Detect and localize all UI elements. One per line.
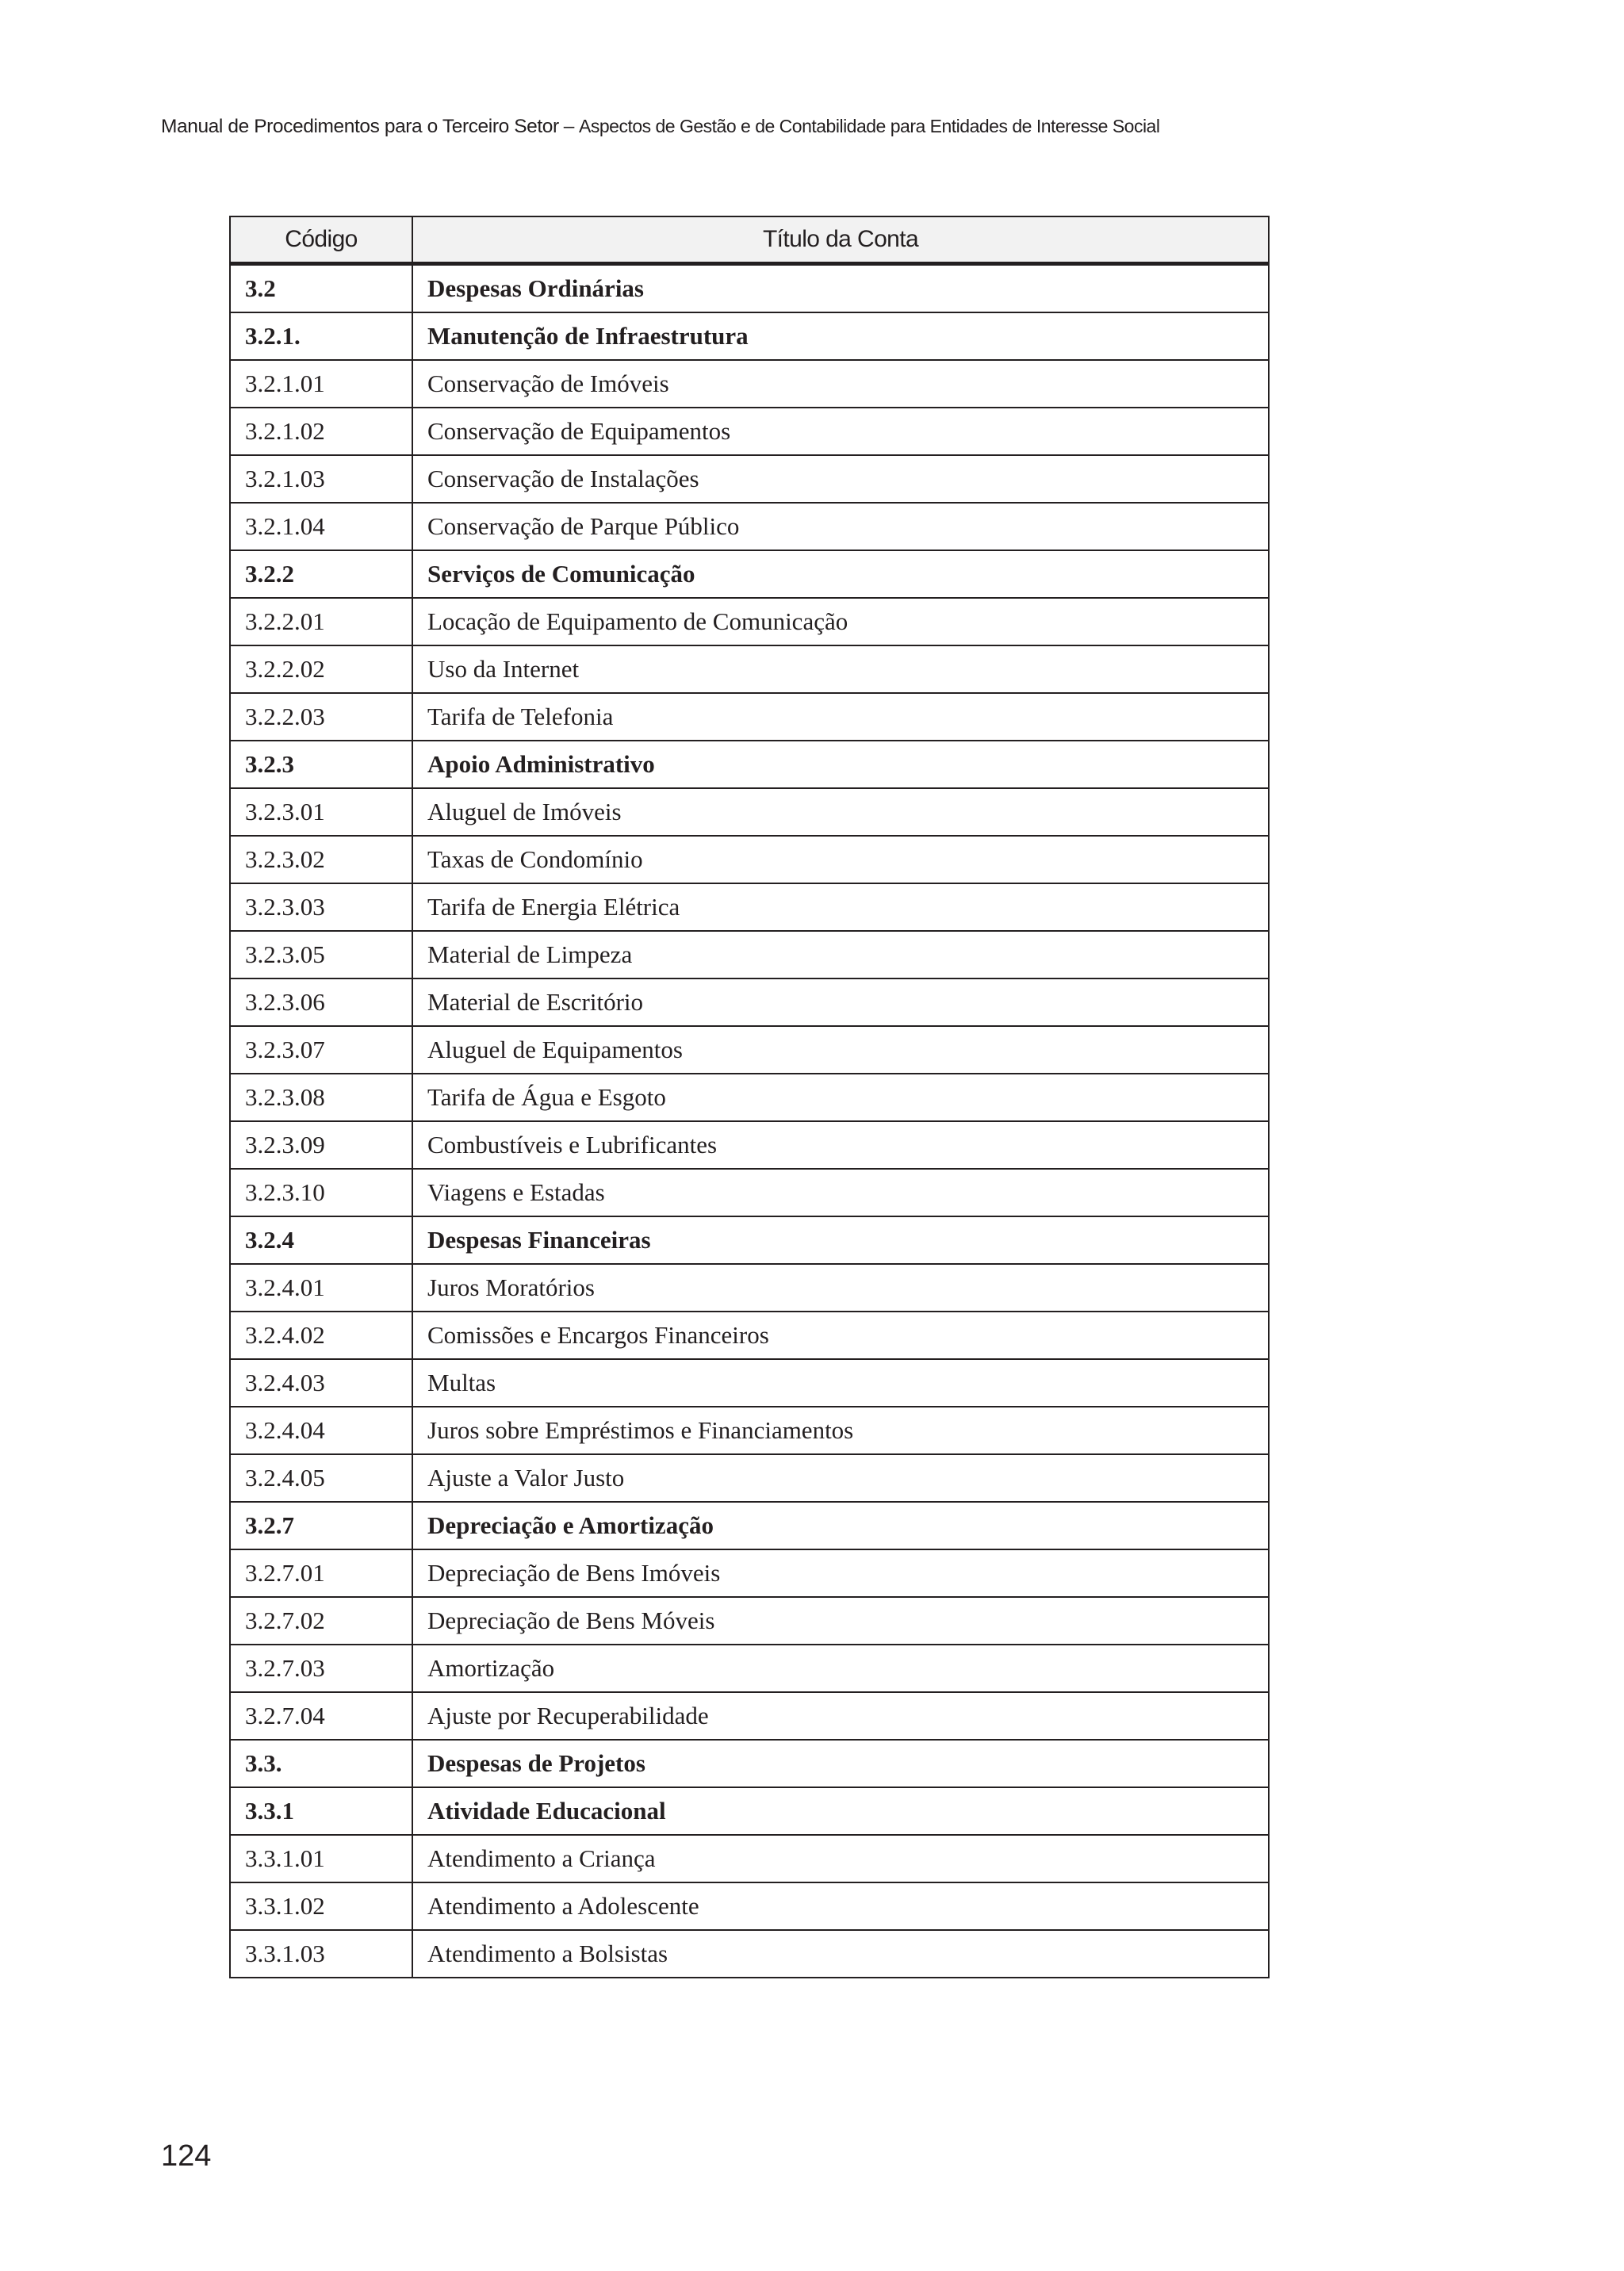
account-title-cell: Tarifa de Telefonia — [412, 693, 1269, 741]
account-code-cell: 3.2.2.01 — [230, 598, 412, 645]
page-number: 124 — [161, 2139, 212, 2173]
account-title-cell: Juros sobre Empréstimos e Financiamentos — [412, 1407, 1269, 1454]
account-code-cell: 3.2.3.10 — [230, 1169, 412, 1216]
account-title-cell: Aluguel de Imóveis — [412, 788, 1269, 836]
account-code-cell: 3.2.4.01 — [230, 1264, 412, 1312]
account-code-cell: 3.2.4.04 — [230, 1407, 412, 1454]
account-title-cell: Depreciação de Bens Imóveis — [412, 1549, 1269, 1597]
account-code-cell: 3.3.1.01 — [230, 1835, 412, 1882]
table-row — [230, 1169, 1269, 1216]
table-row — [230, 1930, 1269, 1978]
running-header-separator: – — [563, 116, 575, 137]
account-title-cell: Uso da Internet — [412, 645, 1269, 693]
account-code-cell: 3.2.2.02 — [230, 645, 412, 693]
account-title-cell: Despesas de Projetos — [412, 1740, 1269, 1787]
account-code-cell: 3.2.4 — [230, 1216, 412, 1264]
account-title-cell: Serviços de Comunicação — [412, 550, 1269, 598]
table-row — [230, 503, 1269, 550]
table-row — [230, 645, 1269, 693]
account-title-cell: Multas — [412, 1359, 1269, 1407]
account-title-cell: Conservação de Imóveis — [412, 360, 1269, 408]
account-code-cell: 3.2.3.06 — [230, 978, 412, 1026]
table-row — [230, 1597, 1269, 1645]
table-row — [230, 788, 1269, 836]
running-header — [161, 116, 1509, 138]
account-title-cell: Ajuste por Recuperabilidade — [412, 1692, 1269, 1740]
account-code-cell: 3.2.7.04 — [230, 1692, 412, 1740]
account-title-cell: Amortização — [412, 1645, 1269, 1692]
table-header-row — [230, 216, 1269, 264]
table-row — [230, 1692, 1269, 1740]
account-title-cell: Depreciação de Bens Móveis — [412, 1597, 1269, 1645]
account-title-cell: Conservação de Equipamentos — [412, 408, 1269, 455]
table-row — [230, 1264, 1269, 1312]
account-code-cell: 3.2.3.05 — [230, 931, 412, 978]
account-code-cell: 3.2.1.02 — [230, 408, 412, 455]
table-row — [230, 598, 1269, 645]
column-header-code: Código — [230, 216, 412, 264]
column-header-title: Título da Conta — [412, 216, 1269, 264]
table-group-row — [230, 1502, 1269, 1549]
account-code-cell: 3.2.3.02 — [230, 836, 412, 883]
table-row — [230, 1454, 1269, 1502]
account-title-cell: Combustíveis e Lubrificantes — [412, 1121, 1269, 1169]
account-title-cell: Manutenção de Infraestrutura — [412, 312, 1269, 360]
account-title-cell: Atendimento a Criança — [412, 1835, 1269, 1882]
account-code-cell: 3.3. — [230, 1740, 412, 1787]
account-title-cell: Atividade Educacional — [412, 1787, 1269, 1835]
account-title-cell: Material de Limpeza — [412, 931, 1269, 978]
account-title-cell: Taxas de Condomínio — [412, 836, 1269, 883]
account-title-cell: Conservação de Instalações — [412, 455, 1269, 503]
account-code-cell: 3.2.4.05 — [230, 1454, 412, 1502]
table-row — [230, 408, 1269, 455]
account-title-cell: Locação de Equipamento de Comunicação — [412, 598, 1269, 645]
account-code-cell: 3.2.1.03 — [230, 455, 412, 503]
account-code-cell: 3.2.7 — [230, 1502, 412, 1549]
account-code-cell: 3.2 — [230, 264, 412, 313]
table-row — [230, 978, 1269, 1026]
running-header-subtitle: Aspectos de Gestão e de Contabilidade para Entidades de Interesse Social — [579, 116, 1160, 136]
account-code-cell: 3.2.3.09 — [230, 1121, 412, 1169]
account-title-cell: Atendimento a Bolsistas — [412, 1930, 1269, 1978]
account-code-cell: 3.2.1. — [230, 312, 412, 360]
account-title-cell: Apoio Administrativo — [412, 741, 1269, 788]
table-row — [230, 1645, 1269, 1692]
table-row — [230, 1121, 1269, 1169]
table-group-row — [230, 550, 1269, 598]
table-row — [230, 455, 1269, 503]
table-group-row — [230, 1216, 1269, 1264]
table-group-row — [230, 312, 1269, 360]
account-code-cell: 3.2.3.01 — [230, 788, 412, 836]
account-code-cell: 3.2.1.04 — [230, 503, 412, 550]
account-code-cell: 3.3.1.02 — [230, 1882, 412, 1930]
account-title-cell: Tarifa de Água e Esgoto — [412, 1074, 1269, 1121]
table-row — [230, 693, 1269, 741]
account-code-cell: 3.2.7.03 — [230, 1645, 412, 1692]
account-title-cell: Ajuste a Valor Justo — [412, 1454, 1269, 1502]
account-code-cell: 3.2.3.03 — [230, 883, 412, 931]
account-code-cell: 3.2.3 — [230, 741, 412, 788]
account-code-cell: 3.3.1.03 — [230, 1930, 412, 1978]
table-row — [230, 1074, 1269, 1121]
account-title-cell: Depreciação e Amortização — [412, 1502, 1269, 1549]
table-row — [230, 883, 1269, 931]
account-title-cell: Atendimento a Adolescente — [412, 1882, 1269, 1930]
account-code-cell: 3.2.7.01 — [230, 1549, 412, 1597]
table-group-row — [230, 741, 1269, 788]
account-title-cell: Comissões e Encargos Financeiros — [412, 1312, 1269, 1359]
account-code-cell: 3.2.2.03 — [230, 693, 412, 741]
account-code-cell: 3.2.4.03 — [230, 1359, 412, 1407]
table-group-row — [230, 1740, 1269, 1787]
account-title-cell: Aluguel de Equipamentos — [412, 1026, 1269, 1074]
table-body — [230, 264, 1269, 1978]
account-title-cell: Despesas Ordinárias — [412, 264, 1269, 313]
table-row — [230, 1835, 1269, 1882]
account-code-cell: 3.2.3.07 — [230, 1026, 412, 1074]
account-code-cell: 3.2.3.08 — [230, 1074, 412, 1121]
account-code-cell: 3.2.4.02 — [230, 1312, 412, 1359]
account-title-cell: Despesas Financeiras — [412, 1216, 1269, 1264]
account-title-cell: Juros Moratórios — [412, 1264, 1269, 1312]
table-row — [230, 1359, 1269, 1407]
table-group-row — [230, 264, 1269, 313]
table-row — [230, 931, 1269, 978]
chart-of-accounts-table-container — [229, 216, 1268, 1978]
table-row — [230, 1407, 1269, 1454]
account-code-cell: 3.2.2 — [230, 550, 412, 598]
table-row — [230, 1312, 1269, 1359]
account-title-cell: Viagens e Estadas — [412, 1169, 1269, 1216]
account-code-cell: 3.2.1.01 — [230, 360, 412, 408]
running-header-title: Manual de Procedimentos para o Terceiro Setor — [161, 116, 559, 137]
table-row — [230, 1882, 1269, 1930]
account-code-cell: 3.3.1 — [230, 1787, 412, 1835]
table-group-row — [230, 1787, 1269, 1835]
table-row — [230, 1549, 1269, 1597]
chart-of-accounts-table — [229, 216, 1270, 1978]
account-code-cell: 3.2.7.02 — [230, 1597, 412, 1645]
table-row — [230, 836, 1269, 883]
account-title-cell: Tarifa de Energia Elétrica — [412, 883, 1269, 931]
table-row — [230, 360, 1269, 408]
table-row — [230, 1026, 1269, 1074]
account-title-cell: Conservação de Parque Público — [412, 503, 1269, 550]
account-title-cell: Material de Escritório — [412, 978, 1269, 1026]
